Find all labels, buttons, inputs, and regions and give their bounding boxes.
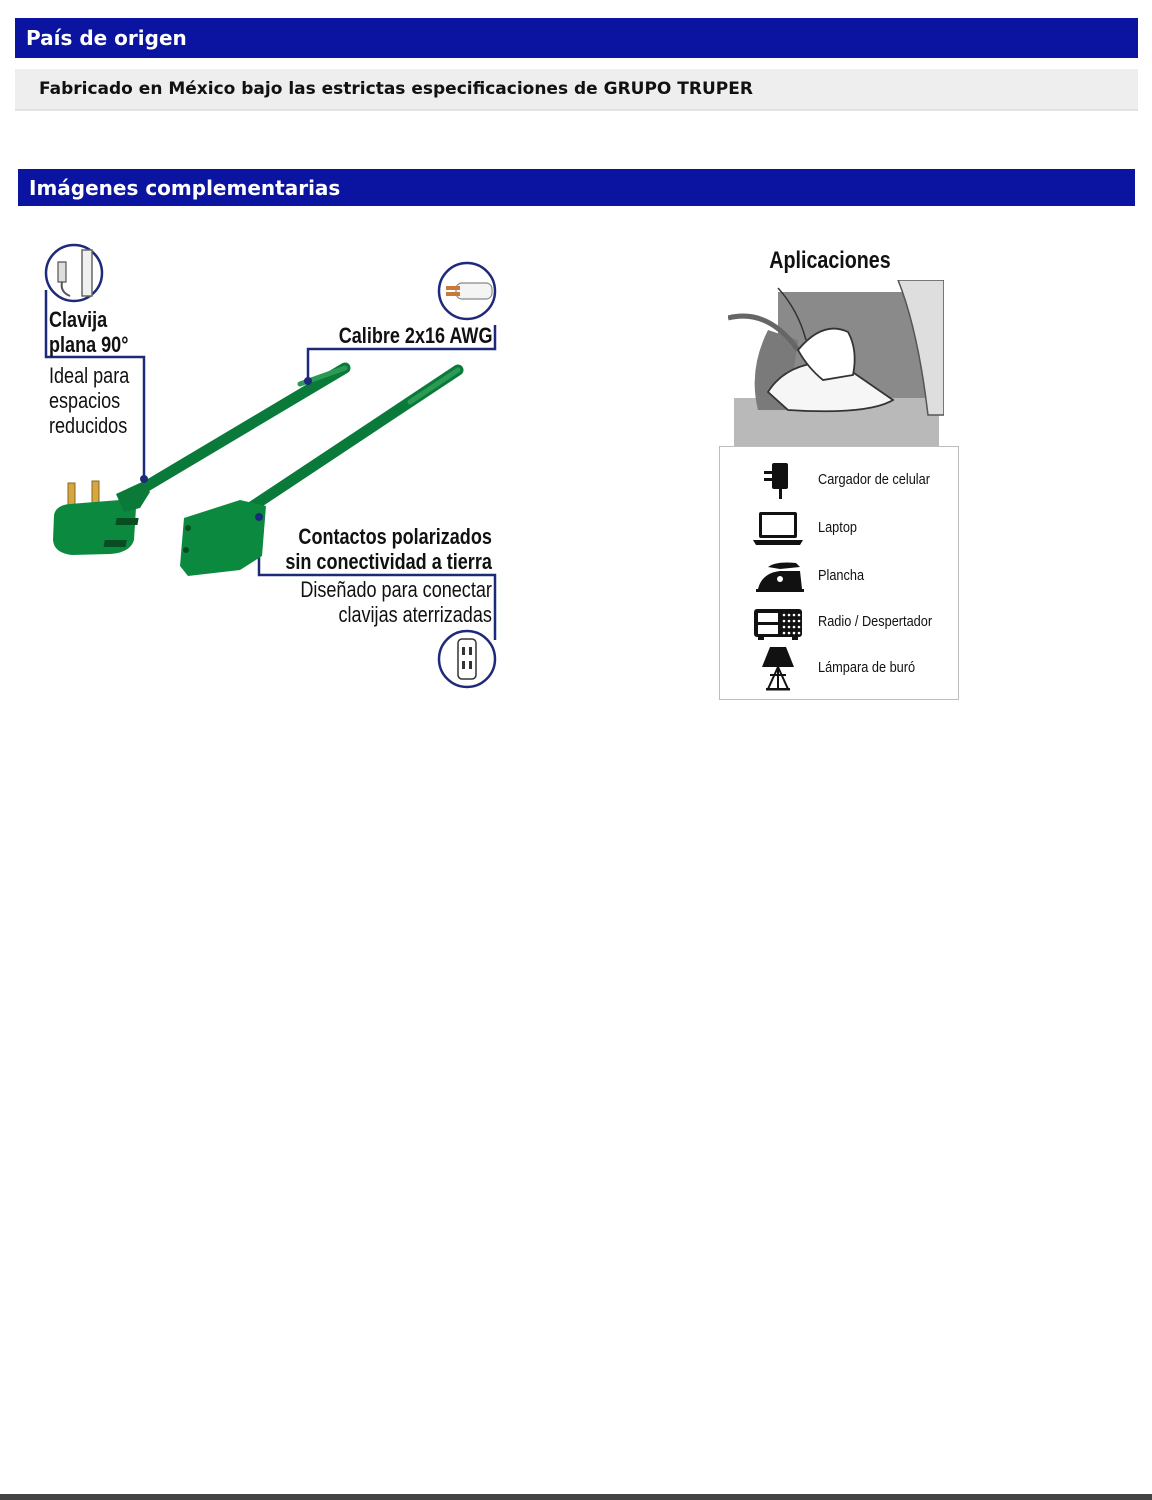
origin-header-title: País de origen: [26, 26, 187, 50]
application-label: Plancha: [818, 567, 865, 584]
images-header: [18, 169, 1135, 206]
application-item: [720, 509, 958, 549]
wire-icon: [439, 263, 495, 319]
application-label: Lámpara de buró: [818, 659, 916, 676]
applications-title: Aplicaciones: [769, 247, 891, 274]
product-illustration: [0, 215, 560, 705]
images-header-title: Imágenes complementarias: [29, 175, 341, 200]
application-label: Radio / Despertador: [818, 613, 933, 630]
contacts-desc-line-1: Diseñado para conectar: [300, 577, 492, 602]
gauge-title: Calibre 2x16 AWG: [338, 323, 492, 348]
wall-outlet-icon: [46, 245, 102, 301]
laptop-icon: [750, 509, 806, 549]
lamp-icon: [750, 645, 806, 691]
outlet-face-icon: [439, 631, 495, 687]
iron-icon: [750, 557, 806, 597]
origin-header: [15, 18, 1138, 58]
ironing-illustration: [728, 280, 944, 448]
plug-desc-line-1: Ideal para: [49, 363, 130, 388]
plug-callout: [49, 307, 147, 438]
radio-clock-icon: [750, 603, 806, 643]
origin-text-box: [15, 69, 1138, 111]
contacts-title-line-1: Contactos polarizados: [298, 524, 492, 549]
cable: [140, 368, 458, 508]
application-label: Cargador de celular: [818, 471, 930, 488]
bottom-divider: [0, 1494, 1152, 1500]
plug-title-line-1: Clavija: [49, 307, 108, 332]
contacts-desc-line-2: clavijas aterrizadas: [338, 602, 492, 627]
contacts-callout: [240, 524, 492, 627]
applications-list: [719, 446, 959, 700]
application-item: [720, 461, 958, 501]
origin-text: Fabricado en México bajo las estrictas especificaciones de GRUPO TRUPER: [39, 79, 753, 99]
contacts-title-line-2: sin conectividad a tierra: [285, 549, 492, 574]
application-item: [720, 557, 958, 597]
gauge-callout: [305, 323, 492, 348]
application-label: Laptop: [818, 519, 858, 536]
phone-charger-icon: [750, 461, 806, 501]
plug-desc-line-2: espacios: [49, 388, 121, 413]
application-item: [720, 649, 958, 689]
application-item: [720, 603, 958, 643]
plug-title-line-2: plana 90°: [49, 332, 129, 357]
plug-desc-line-3: reducidos: [49, 413, 128, 438]
